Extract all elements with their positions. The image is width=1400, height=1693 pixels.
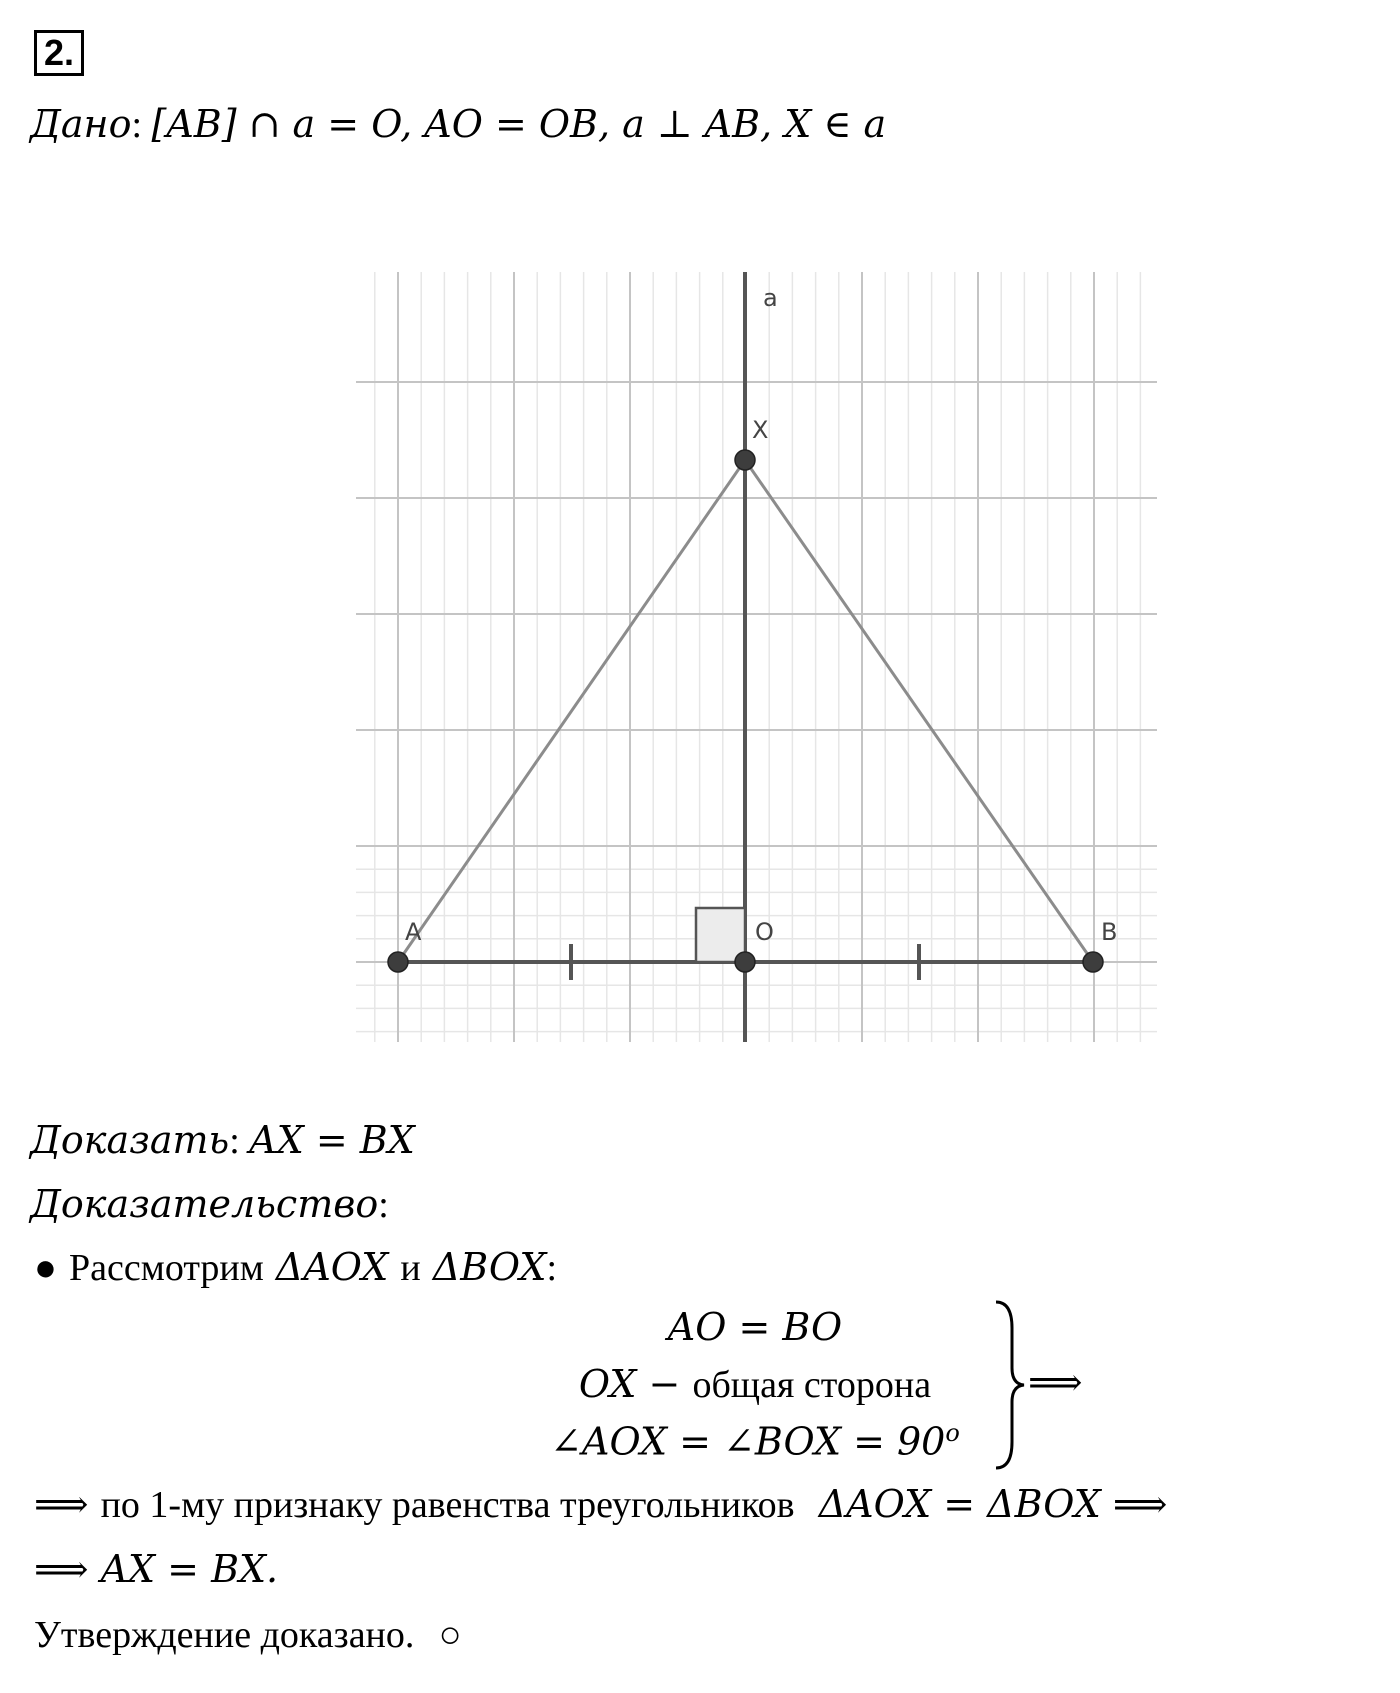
- prove-statement: AX = BX: [249, 1118, 415, 1162]
- final-text: Утверждение доказано.: [34, 1614, 415, 1656]
- given-line: Дано: [AB] ∩ a = O, AO = OB, a ⊥ AB, X ∈ a: [30, 102, 887, 146]
- system-implies-arrow: ⟹: [1028, 1360, 1083, 1404]
- system-math-2: OX −: [578, 1362, 681, 1406]
- proof-label: Доказательство: [30, 1182, 379, 1226]
- problem-number: 2.: [34, 30, 84, 76]
- consider-word: Рассмотрим: [69, 1247, 264, 1289]
- system-line-3: [520, 1419, 990, 1464]
- system-math-3: ∠AOX = ∠BOX = 90: [550, 1419, 946, 1464]
- prove-line: Доказать: AX = BX: [30, 1118, 415, 1162]
- triangle-box: ΔBOX: [432, 1245, 547, 1289]
- and-word: и: [400, 1247, 421, 1289]
- prove-label: Доказать: [30, 1118, 230, 1162]
- point-a: [388, 952, 408, 972]
- point-b: [1083, 952, 1103, 972]
- final-line: [34, 1612, 462, 1657]
- conclusion-line-1: [34, 1482, 1167, 1527]
- label-point-x: X: [752, 416, 769, 444]
- bullet-icon: ●: [34, 1247, 57, 1289]
- end-of-proof-icon: ○: [438, 1614, 462, 1656]
- point-o: [735, 952, 755, 972]
- system-math-1: AO = BO: [667, 1305, 843, 1349]
- label-line-a: a: [763, 284, 778, 312]
- implies-arrow-3: ⟹: [34, 1547, 89, 1591]
- segment-bx: [745, 460, 1093, 962]
- triangle-aox: ΔAOX: [275, 1245, 389, 1289]
- given-statement: [AB] ∩ a = O, AO = OB, a ⊥ AB, X ∈ a: [151, 102, 887, 146]
- system-text-2: общая сторона: [692, 1364, 932, 1406]
- proof-heading: Доказательство:: [30, 1182, 389, 1226]
- triangle-equality: ΔAOX = ΔBOX: [818, 1482, 1101, 1526]
- label-point-o: O: [755, 918, 774, 946]
- system-line-1: [520, 1305, 990, 1349]
- segment-ax: [398, 460, 745, 962]
- implies-arrow-2: ⟹: [1112, 1482, 1168, 1526]
- implies-arrow-1: ⟹: [34, 1482, 89, 1526]
- given-label: Дано: [30, 102, 132, 146]
- right-brace-icon: [990, 1298, 1030, 1473]
- point-x: [735, 450, 755, 470]
- system-line-2: [520, 1362, 990, 1407]
- degree-sup: o: [945, 1419, 960, 1447]
- right-angle-mark: [696, 908, 745, 962]
- label-point-a: A: [405, 918, 422, 946]
- criterion-text: по 1-му признаку равенства треугольников: [100, 1484, 795, 1526]
- label-point-b: B: [1101, 918, 1118, 946]
- consider-line: ● Рассмотрим ΔAOX и ΔBOX:: [34, 1245, 558, 1289]
- conclusion-line-2: [34, 1547, 278, 1591]
- final-equality: AX = BX.: [100, 1547, 279, 1591]
